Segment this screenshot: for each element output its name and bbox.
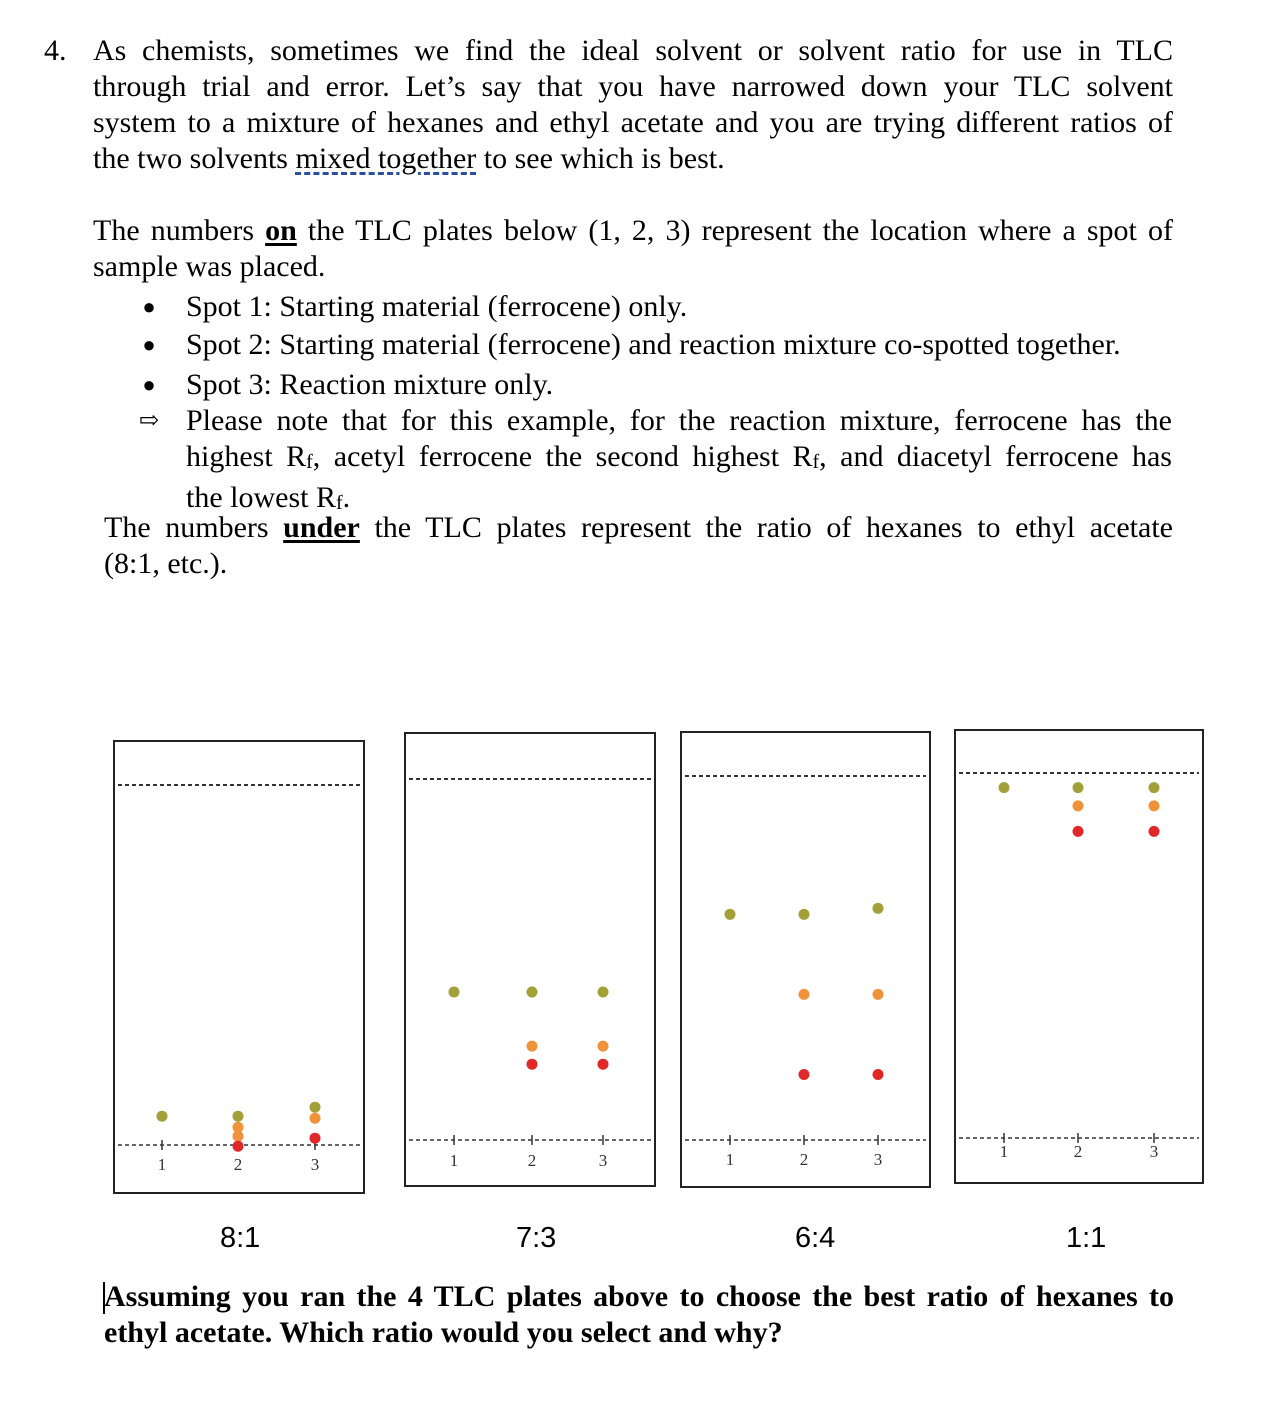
ratio-label-7-3: 7:3 [516, 1222, 557, 1254]
tlc-plate-6-4 [681, 732, 930, 1187]
acetyl-ferrocene-spot [799, 989, 810, 1000]
plate-outline [681, 732, 930, 1187]
lane-label: 1 [449, 1151, 459, 1170]
numbers-under-line-2: (8:1, etc.). [104, 547, 228, 580]
bullet-icon: ● [142, 372, 156, 397]
intro-line-4: the two solvents mixed together to see which is best. [93, 142, 725, 175]
numbers-on-line-1: The numbers on the TLC plates below (1, 2, 3) represent the location where a spot of [93, 214, 1173, 247]
bullet-note [134, 403, 1174, 513]
acetyl-ferrocene-spot [527, 1041, 538, 1052]
ferrocene-spot [999, 782, 1010, 793]
question-number: 4. [44, 34, 67, 67]
ferrocene-spot [233, 1111, 244, 1122]
bullet-spot-1: ● Spot 1: Starting material (ferrocene) only. [134, 289, 1174, 325]
numbers-under-paragraph [104, 510, 1173, 582]
acetyl-ferrocene-spot [233, 1131, 244, 1142]
lane-label: 2 [1073, 1142, 1083, 1161]
ferrocene-spot [527, 986, 538, 997]
bullet-icon: ● [142, 332, 156, 357]
tlc-plate-1-1 [955, 730, 1203, 1183]
diacetyl-ferrocene-spot [1073, 826, 1084, 837]
ferrocene-spot [310, 1102, 321, 1113]
final-question-line-1: Assuming you ran the 4 TLC plates above to choose the best ratio of hexanes to [104, 1280, 1174, 1313]
diacetyl-ferrocene-spot [233, 1141, 244, 1152]
acetyl-ferrocene-spot [310, 1113, 321, 1124]
ferrocene-spot [725, 909, 736, 920]
intro-line-3: system to a mixture of hexanes and ethyl acetate and you are trying different ratios of [93, 106, 1173, 139]
ferrocene-spot [598, 986, 609, 997]
plate-outline [405, 733, 655, 1186]
lane-label: 3 [1149, 1142, 1159, 1161]
ferrocene-spot [1149, 782, 1160, 793]
ratio-label-8-1: 8:1 [220, 1222, 261, 1254]
spelling-flagged-text: mixed together [295, 142, 477, 175]
diacetyl-ferrocene-spot [1149, 826, 1160, 837]
diacetyl-ferrocene-spot [799, 1069, 810, 1080]
tlc-plates-figure [0, 700, 1261, 1210]
ratio-label-6-4: 6:4 [795, 1222, 836, 1254]
ferrocene-spot [799, 909, 810, 920]
bullet-spot-2: ● Spot 2: Starting material (ferrocene) and reaction mixture co-spotted together. [134, 327, 1174, 363]
lane-label: 2 [799, 1150, 809, 1169]
bullet-icon: ● [142, 294, 156, 319]
acetyl-ferrocene-spot [873, 989, 884, 1000]
diacetyl-ferrocene-spot [527, 1059, 538, 1070]
lane-label: 1 [725, 1150, 735, 1169]
ferrocene-spot [157, 1111, 168, 1122]
lane-label: 3 [873, 1150, 883, 1169]
plate-outline [955, 730, 1203, 1183]
tlc-plate-7-3 [405, 733, 655, 1186]
numbers-on-paragraph [93, 213, 1173, 285]
bullet-spot-3: ● Spot 3: Reaction mixture only. [134, 367, 1174, 403]
lane-label: 2 [527, 1151, 537, 1170]
arrow-right-icon: ⇨ [138, 408, 160, 434]
ferrocene-spot [1073, 782, 1084, 793]
ferrocene-spot [873, 903, 884, 914]
ferrocene-spot [449, 986, 460, 997]
diacetyl-ferrocene-spot [873, 1069, 884, 1080]
intro-line-1: As chemists, sometimes we find the ideal solvent or solvent ratio for use in TLC [93, 34, 1173, 67]
lane-label: 2 [233, 1155, 243, 1174]
intro-paragraph [93, 33, 1173, 177]
acetyl-ferrocene-spot [1073, 800, 1084, 811]
final-question[interactable] [104, 1279, 1174, 1351]
numbers-under-line-1: The numbers under the TLC plates represent the ratio of hexanes to ethyl acetate [104, 511, 1173, 544]
ratio-label-1-1: 1:1 [1066, 1222, 1107, 1254]
intro-line-2: through trial and error. Let’s say that you have narrowed down your TLC solvent [93, 70, 1173, 103]
note-line-3: the lowest $R_f$. [186, 481, 351, 514]
lane-label: 1 [999, 1142, 1009, 1161]
numbers-on-line-2: sample was placed. [93, 250, 326, 283]
acetyl-ferrocene-spot [1149, 800, 1160, 811]
diacetyl-ferrocene-spot [598, 1059, 609, 1070]
final-question-line-2: ethyl acetate. Which ratio would you select and why? [104, 1316, 783, 1349]
note-line-1: Please note that for this example, for the reaction mixture, ferrocene has the [186, 404, 1172, 437]
tlc-plate-8-1 [114, 741, 364, 1193]
lane-label: 3 [310, 1155, 320, 1174]
lane-label: 1 [157, 1155, 167, 1174]
diacetyl-ferrocene-spot [310, 1133, 321, 1144]
lane-label: 3 [598, 1151, 608, 1170]
acetyl-ferrocene-spot [598, 1041, 609, 1052]
note-line-2: highest $R_f$, acetyl ferrocene the second highest $R_f$, and diacetyl ferrocene has [186, 440, 1172, 473]
